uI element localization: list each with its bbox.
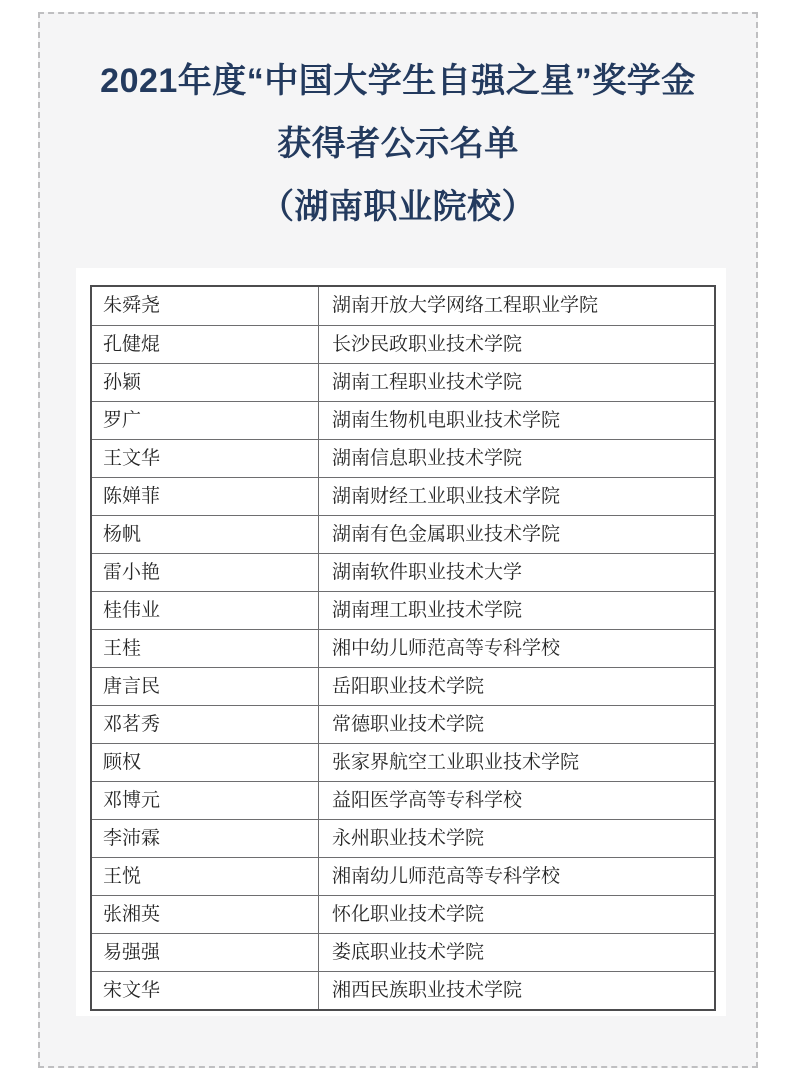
school-cell: 娄底职业技术学院 bbox=[332, 942, 485, 963]
recipients-table bbox=[90, 285, 716, 1011]
table-row bbox=[92, 629, 714, 667]
recipient-name-cell: 王悦 bbox=[92, 858, 319, 895]
table-row bbox=[92, 477, 714, 515]
recipient-name-cell: 易强强 bbox=[92, 934, 319, 971]
recipient-name-cell: 孙颖 bbox=[92, 364, 319, 401]
notice-card bbox=[38, 12, 758, 1068]
school-cell: 常德职业技术学院 bbox=[332, 714, 485, 735]
table-row bbox=[92, 857, 714, 895]
recipient-name-cell: 朱舜尧 bbox=[92, 287, 319, 325]
recipient-name-cell: 唐言民 bbox=[92, 668, 319, 705]
recipient-name-cell: 王文华 bbox=[92, 440, 319, 477]
table-row bbox=[92, 553, 714, 591]
table-row bbox=[92, 781, 714, 819]
table-row bbox=[92, 667, 714, 705]
recipient-name-cell: 李沛霖 bbox=[92, 820, 319, 857]
recipient-name-cell: 宋文华 bbox=[92, 972, 319, 1009]
table-row bbox=[92, 591, 714, 629]
recipient-name-cell: 罗广 bbox=[92, 402, 319, 439]
page-title bbox=[40, 14, 756, 239]
table-row bbox=[92, 743, 714, 781]
school-cell: 湖南信息职业技术学院 bbox=[332, 448, 523, 469]
recipient-name-cell: 顾权 bbox=[92, 744, 319, 781]
table-row bbox=[92, 933, 714, 971]
recipient-name-cell: 王桂 bbox=[92, 630, 319, 667]
table-row bbox=[92, 325, 714, 363]
title-line-3: （湖南职业院校） bbox=[260, 188, 536, 226]
table-row bbox=[92, 401, 714, 439]
recipient-name-cell: 陈婵菲 bbox=[92, 478, 319, 515]
table-row bbox=[92, 439, 714, 477]
table-row bbox=[92, 287, 714, 325]
recipient-name-cell: 桂伟业 bbox=[92, 592, 319, 629]
recipient-name-cell: 邓博元 bbox=[92, 782, 319, 819]
school-cell: 湖南软件职业技术大学 bbox=[332, 562, 523, 583]
recipient-name-cell: 雷小艳 bbox=[92, 554, 319, 591]
recipient-name-cell: 杨帆 bbox=[92, 516, 319, 553]
title-line-1: 2021年度“中国大学生自强之星”奖学金 bbox=[100, 62, 696, 100]
table-row bbox=[92, 895, 714, 933]
recipient-name-cell: 邓茗秀 bbox=[92, 706, 319, 743]
school-cell: 湖南财经工业职业技术学院 bbox=[332, 486, 561, 507]
school-cell: 湖南有色金属职业技术学院 bbox=[332, 524, 561, 545]
school-cell: 益阳医学高等专科学校 bbox=[332, 790, 523, 811]
table-row bbox=[92, 705, 714, 743]
school-cell: 张家界航空工业职业技术学院 bbox=[332, 752, 580, 773]
recipient-name-cell: 张湘英 bbox=[92, 896, 319, 933]
school-cell: 永州职业技术学院 bbox=[332, 828, 485, 849]
table-row bbox=[92, 819, 714, 857]
school-cell: 湖南工程职业技术学院 bbox=[332, 372, 523, 393]
school-cell: 湘南幼儿师范高等专科学校 bbox=[332, 866, 561, 887]
school-cell: 长沙民政职业技术学院 bbox=[332, 334, 523, 355]
table-row bbox=[92, 363, 714, 401]
school-cell: 岳阳职业技术学院 bbox=[332, 676, 485, 697]
school-cell: 湘中幼儿师范高等专科学校 bbox=[332, 638, 561, 659]
school-cell: 湖南开放大学网络工程职业学院 bbox=[332, 295, 599, 316]
school-cell: 怀化职业技术学院 bbox=[332, 904, 485, 925]
school-cell: 湖南理工职业技术学院 bbox=[332, 600, 523, 621]
recipient-name-cell: 孔健焜 bbox=[92, 326, 319, 363]
table-panel bbox=[76, 268, 726, 1016]
table-row bbox=[92, 971, 714, 1009]
school-cell: 湖南生物机电职业技术学院 bbox=[332, 410, 561, 431]
school-cell: 湘西民族职业技术学院 bbox=[332, 980, 523, 1001]
table-row bbox=[92, 515, 714, 553]
title-line-2: 获得者公示名单 bbox=[277, 125, 519, 163]
